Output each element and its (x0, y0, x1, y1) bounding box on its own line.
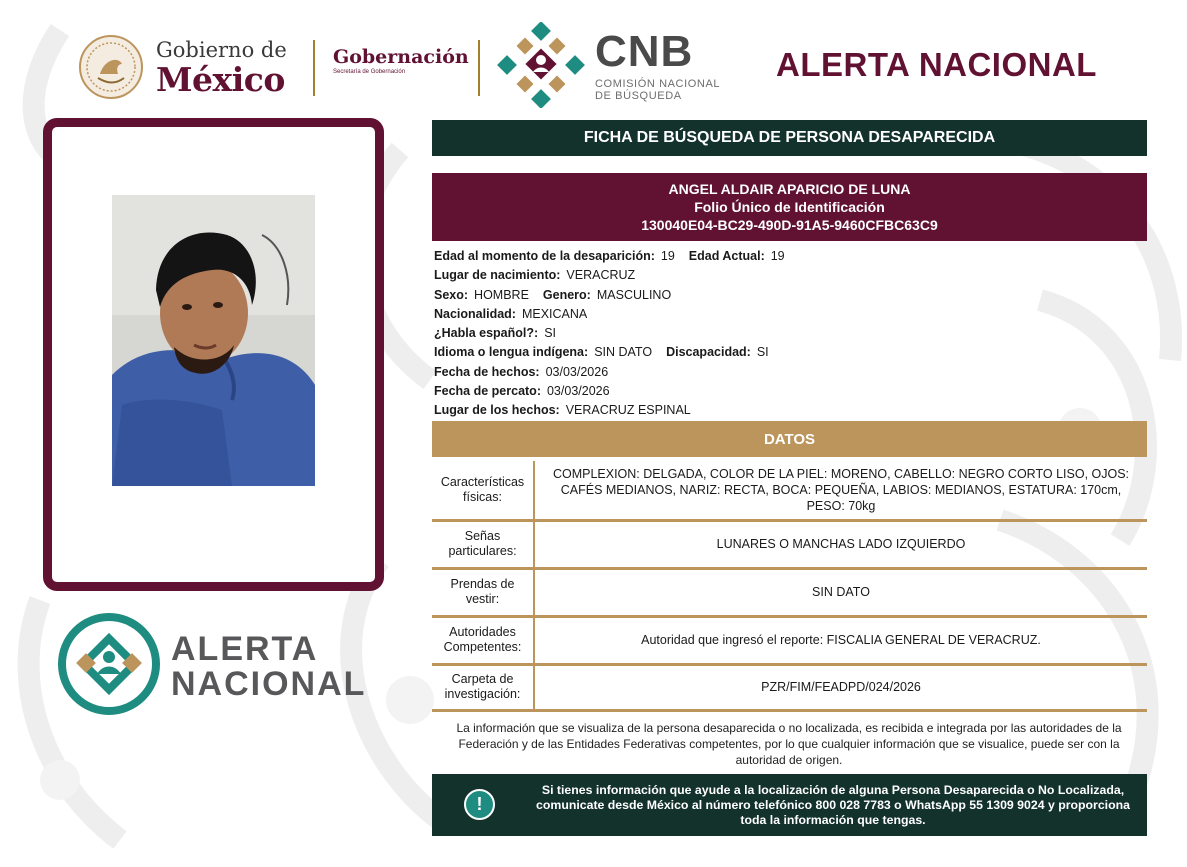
senas-value: LUNARES O MANCHAS LADO IZQUIERDO (534, 520, 1147, 568)
contact-text: Si tienes información que ayude a la localización de alguna Persona Desaparecida o No Localizada, comunicate desde México al número telefónico 800 028 7783 o WhatsApp 55 1309 9024 y proporciona toda la información que tengas. (536, 783, 1130, 827)
genero-label: Genero: (542, 287, 591, 302)
idioma-label: Idioma o lengua indígena: (434, 345, 589, 360)
alerta-nacional-title: ALERTA NACIONAL (776, 46, 1097, 83)
gobernacion-logo (333, 46, 469, 75)
idioma-value: SIN DATO (594, 345, 653, 360)
prendas-value: SIN DATO (534, 568, 1147, 616)
nacionalidad-value: MEXICANA (521, 306, 588, 321)
info-row-edad (434, 247, 785, 266)
lugar-hechos-value: VERACRUZ ESPINAL (565, 403, 691, 418)
table-row (432, 520, 1147, 568)
gobierno-de-text: Gobierno de (156, 38, 287, 62)
nacimiento-label: Lugar de nacimiento: (434, 268, 561, 283)
edad-actual-value: 19 (770, 249, 785, 263)
table-row (432, 664, 1147, 710)
cnb-line-1: COMISIÓN NACIONAL (595, 78, 721, 90)
table-row (432, 461, 1147, 520)
person-name: ANGEL ALDAIR APARICIO DE LUNA (668, 181, 911, 197)
sexo-value: HOMBRE (474, 287, 529, 302)
folio-label: Folio Único de Identificación (694, 199, 885, 215)
nacimiento-value: VERACRUZ (566, 268, 636, 283)
autoridades-value: Autoridad que ingresó el reporte: FISCALIA GENERAL DE VERACRUZ. (534, 616, 1147, 664)
info-row-sexo (434, 286, 785, 305)
espanol-label: ¿Habla español?: (434, 326, 539, 341)
alerta-word: ALERTA (171, 630, 319, 668)
missing-person-photo (112, 195, 315, 486)
disclaimer-text: La información que se visualiza de la persona desaparecida o no localizada, es recibida e integrada por las autoridades de la Federación y de las Entidades Federativas competentes, por lo que cualquier información que se visualice, puede ser con la autoridad de origen. (456, 721, 1122, 767)
cnb-line-2: DE BÚSQUEDA (595, 90, 682, 102)
discapacidad-value: SI (756, 345, 769, 360)
autoridades-label: Autoridades Competentes: (432, 616, 534, 664)
caracteristicas-value: COMPLEXION: DELGADA, COLOR DE LA PIEL: MORENO, CABELLO: NEGRO CORTO LISO, OJOS: CAFÉS MEDIANOS, NARIZ: RECTA, BOCA: PEQUEÑA, LABIOS: MEDIANOS, ESTATURA: 170cm, PESO: 70kg (534, 461, 1147, 520)
header-divider (313, 40, 315, 96)
edad-desaparicion-label: Edad al momento de la desaparición: (434, 249, 655, 263)
espanol-value: SI (544, 326, 556, 341)
edad-desaparicion-value: 19 (660, 249, 675, 263)
senas-label: Señas particulares: (432, 520, 534, 568)
alerta-nacional-wordmark (171, 632, 366, 702)
carpeta-value: PZR/FIM/FEADPD/024/2026 (534, 664, 1147, 710)
folio-number: 130040E04-BC29-490D-91A5-9460CFBC63C9 (641, 217, 938, 233)
fecha-percato-label: Fecha de percato: (434, 384, 541, 399)
caracteristicas-label: Características físicas: (432, 461, 534, 520)
gobernacion-subtitle: Secretaría de Gobernación (333, 69, 406, 75)
fecha-percato-value: 03/03/2026 (546, 384, 610, 399)
info-row-lugar-hechos (434, 401, 785, 420)
datos-table (432, 461, 1147, 712)
discapacidad-label: Discapacidad: (666, 345, 751, 360)
info-row-nacionalidad (434, 305, 785, 324)
national-seal-icon (78, 34, 144, 100)
table-row (432, 568, 1147, 616)
nacional-word: NACIONAL (171, 665, 367, 703)
prendas-label: Prendas de vestir: (432, 568, 534, 616)
fecha-hechos-value: 03/03/2026 (545, 364, 609, 379)
mexico-text: México (156, 60, 285, 99)
genero-value: MASCULINO (596, 287, 672, 302)
ficha-title-bar: FICHA DE BÚSQUEDA DE PERSONA DESAPARECIDA (432, 120, 1147, 156)
nacionalidad-label: Nacionalidad: (434, 306, 516, 321)
info-row-nacimiento (434, 266, 785, 285)
carpeta-label: Carpeta de investigación: (432, 664, 534, 710)
cnb-emblem-icon (497, 22, 585, 108)
fecha-hechos-label: Fecha de hechos: (434, 364, 540, 379)
table-row (432, 616, 1147, 664)
sexo-label: Sexo: (434, 287, 469, 302)
cnb-wordmark (595, 27, 721, 102)
cnb-acronym: CNB (595, 27, 694, 76)
datos-header: DATOS (432, 421, 1147, 457)
person-name-bar (432, 173, 1147, 241)
alert-exclamation-icon: ! (464, 789, 495, 820)
info-row-espanol (434, 324, 785, 343)
gobernacion-title: Gobernación (333, 46, 469, 68)
edad-actual-label: Edad Actual: (688, 249, 765, 263)
info-row-idioma (434, 343, 785, 362)
info-row-fecha-percato (434, 382, 785, 401)
header-divider (478, 40, 480, 96)
lugar-hechos-label: Lugar de los hechos: (434, 403, 560, 418)
person-info-list (434, 247, 785, 421)
contact-banner (432, 774, 1147, 836)
info-row-fecha-hechos (434, 363, 785, 382)
alerta-nacional-emblem-icon (57, 612, 161, 716)
gobierno-de-mexico-logo (78, 34, 308, 102)
